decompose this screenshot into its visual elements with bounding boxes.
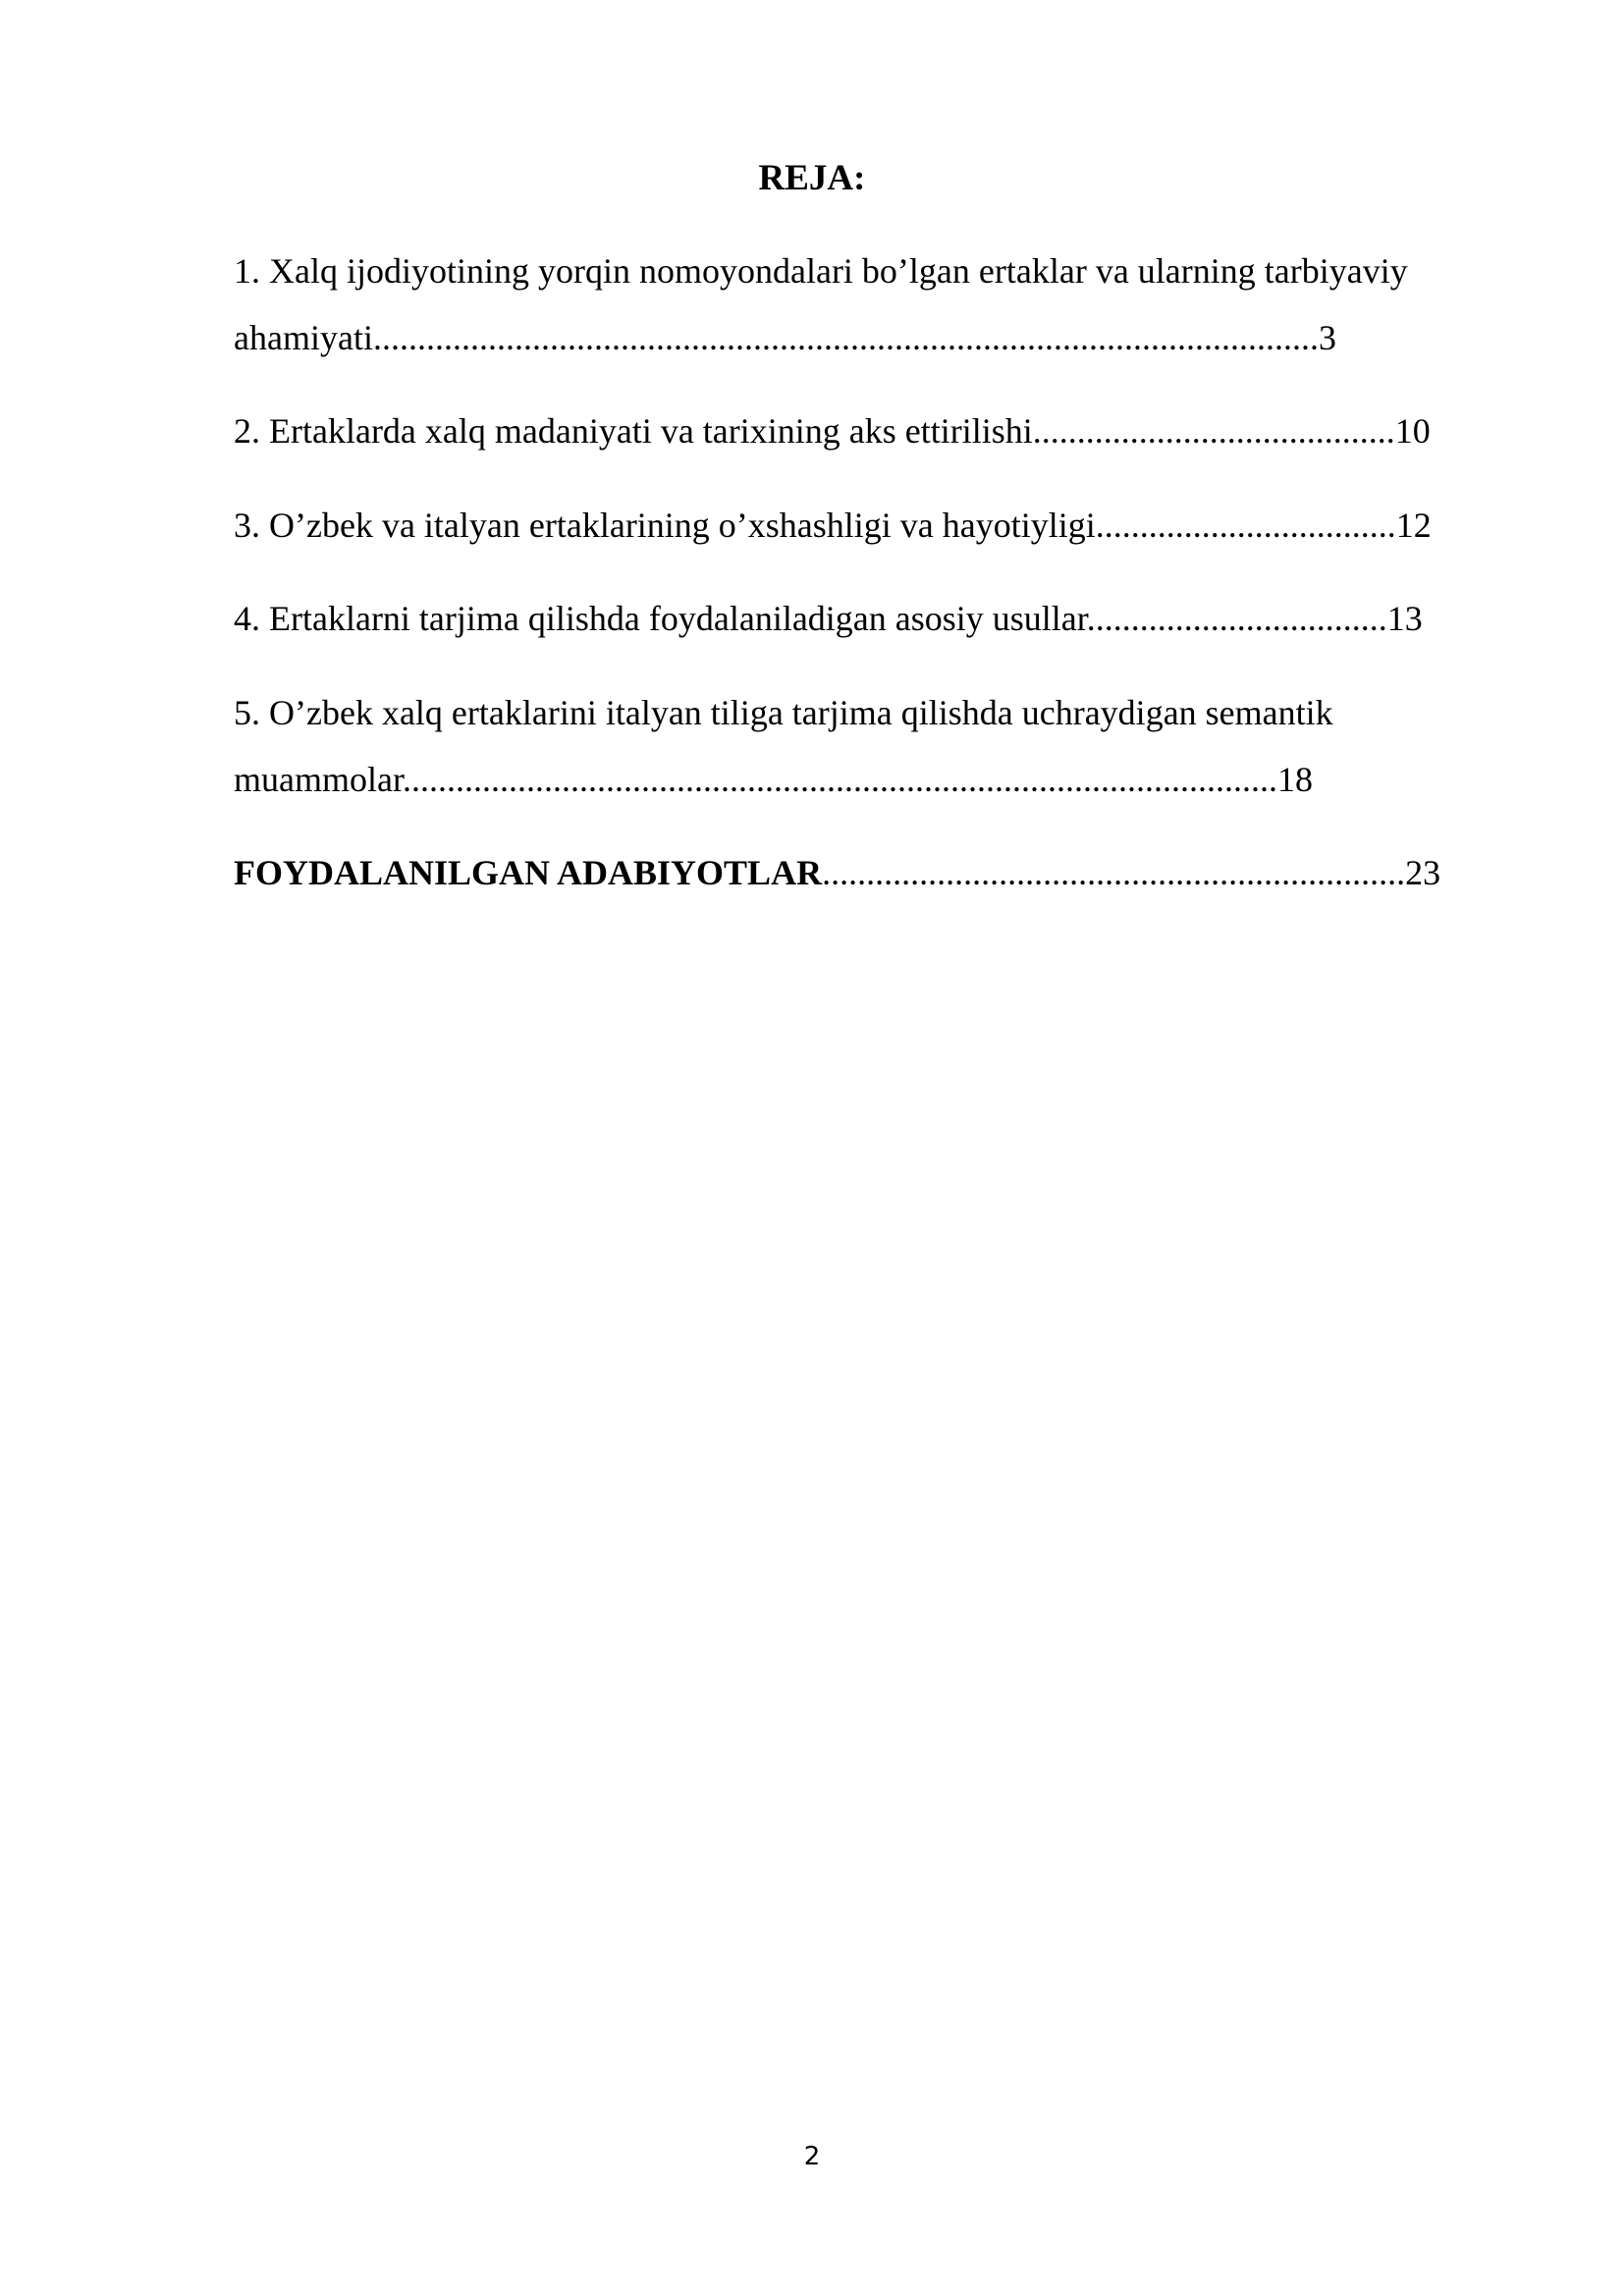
toc-item-2: 2. Ertaklarda xalq madaniyati va tarixining aks ettirilishi.........................................10	[234, 411, 1431, 451]
toc-item-3: 3. O’zbek va italyan ertaklarining o’xshashligi va hayotiyligi..................................12	[234, 506, 1432, 545]
bibliography-label: FOYDALANILGAN ADABIYOTLAR	[234, 853, 823, 892]
toc-item-1-line-1: 1. Xalq ijodiyotining yorqin nomoyondalari bo’lgan ertaklar va ularning tarbiyaviy	[234, 251, 1408, 291]
page-title: REJA:	[758, 158, 866, 198]
toc-item-bibliography	[234, 849, 1440, 896]
toc-item-5-line-2: muammolar...................................................................................................18	[234, 760, 1313, 799]
page-number: 2	[803, 2142, 821, 2171]
toc-item-5-line-1: 5. O’zbek xalq ertaklarini italyan tiliga tarjima qilishda uchraydigan semantik	[234, 693, 1333, 732]
toc-item-1-line-2: ahamiyati...........................................................................................................3	[234, 318, 1336, 357]
bibliography-leader: ..................................................................23	[822, 853, 1441, 892]
toc-item-4: 4. Ertaklarni tarjima qilishda foydalaniladigan asosiy usullar..................................13	[234, 599, 1423, 638]
